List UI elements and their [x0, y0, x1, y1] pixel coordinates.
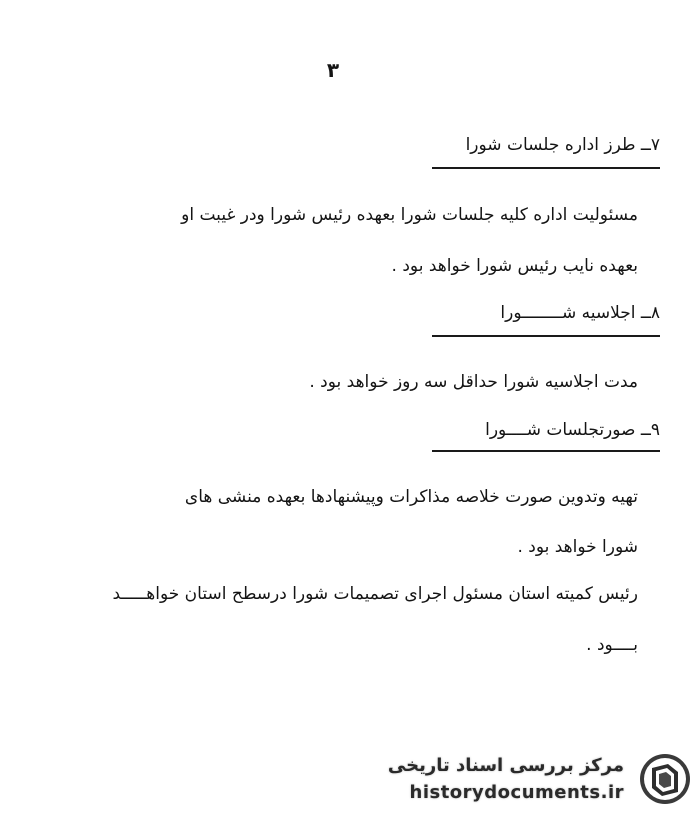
document-archive-icon [638, 752, 692, 806]
section-7-line-2: بعهده نایب رئیس شورا خواهد بود . [391, 256, 638, 276]
watermark-title: مرکز بررسی اسناد تاریخی [387, 755, 624, 776]
section-9-line-3: رئیس کمیته استان مسئول اجرای تصمیمات شورا درسطح استان خواهـــــد [112, 584, 638, 604]
page-number: ۳ [326, 58, 340, 82]
section-8-underline [432, 335, 660, 337]
section-7-heading: ۷ــ طرز اداره جلسات شورا [465, 135, 660, 155]
watermark-url: historydocuments.ir [409, 782, 624, 803]
section-9-line-4: بــــود . [586, 635, 638, 655]
section-9-line-2: شورا خواهد بود . [517, 537, 638, 557]
section-8-heading: ۸ــ اجلاسیه شــــــــورا [500, 303, 660, 323]
section-9-line-1: تهیه وتدوین صورت خلاصه مذاکرات وپیشنهادها بعهده منشی های [184, 487, 638, 507]
section-7-underline [432, 167, 660, 169]
section-9-underline [432, 450, 660, 452]
section-7-line-1: مسئولیت اداره کلیه جلسات شورا بعهده رئیس شورا ودر غیبت او [181, 205, 638, 225]
section-9-heading: ۹ــ صورتجلسات شــــورا [485, 420, 660, 440]
section-8-line-1: مدت اجلاسیه شورا حداقل سه روز خواهد بود . [309, 372, 638, 392]
